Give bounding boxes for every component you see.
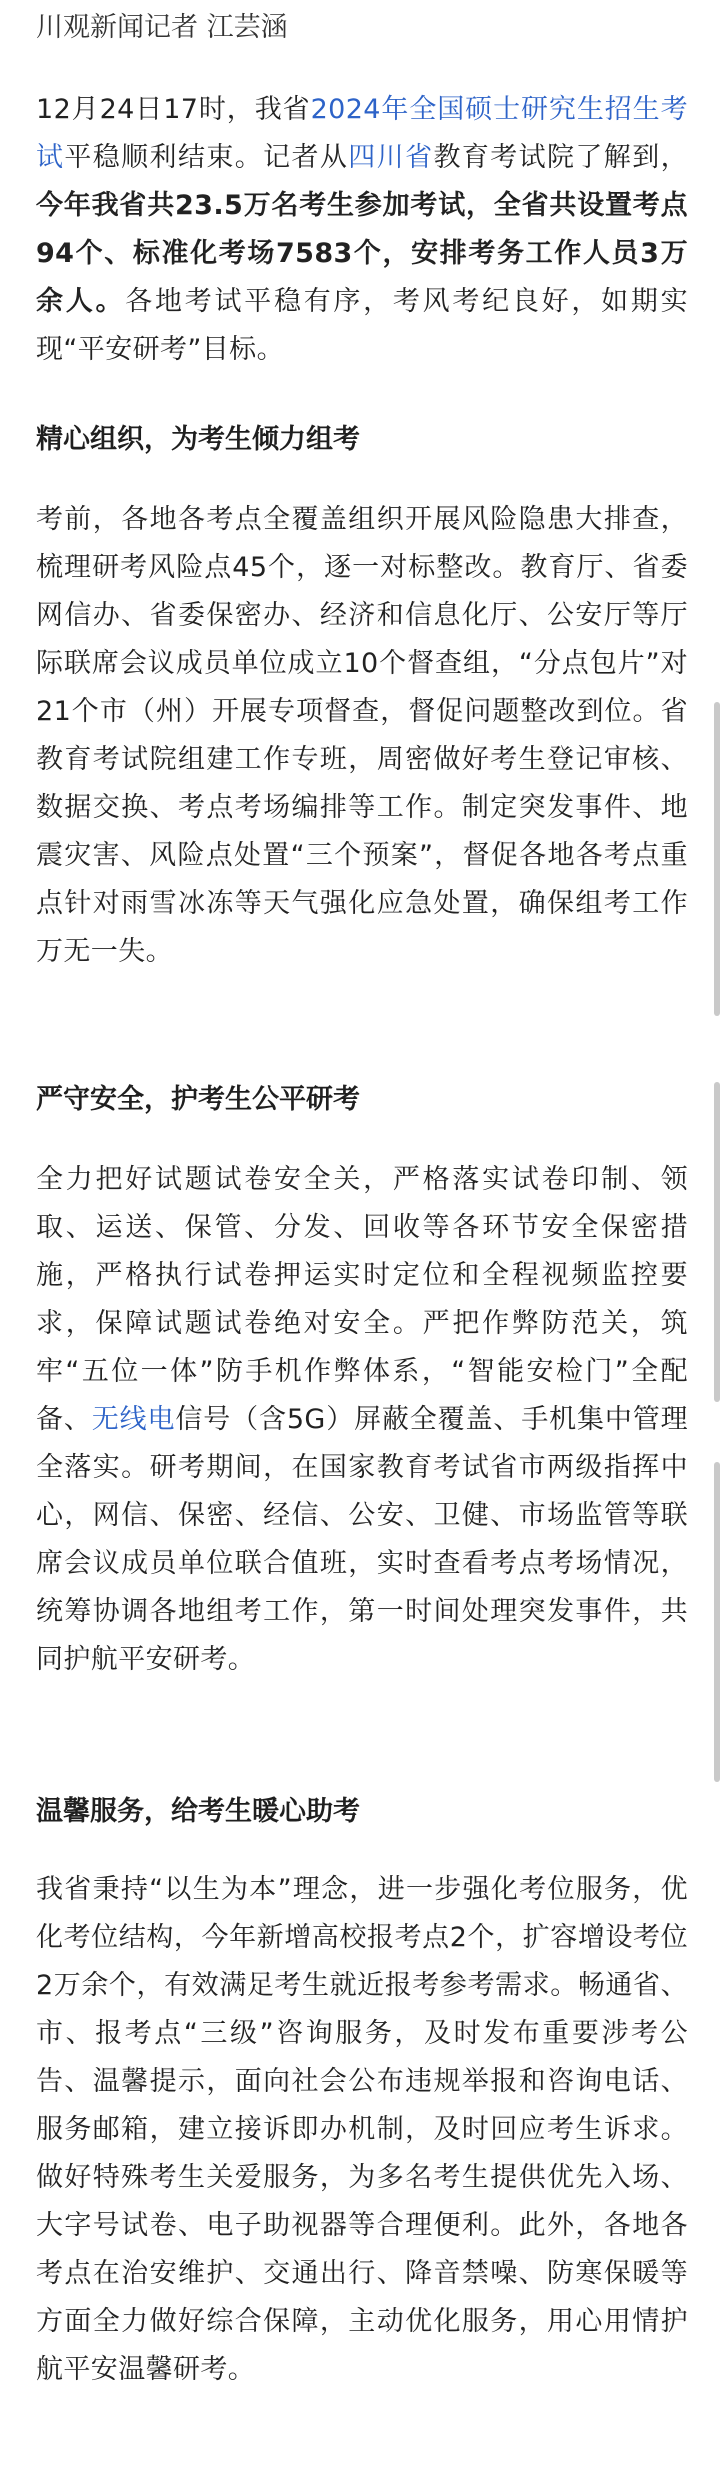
section-heading-service: 温馨服务，给考生暖心助考 [36,1796,360,1827]
scroll-indicator[interactable] [714,702,720,1016]
scroll-indicator[interactable] [714,1082,720,1402]
section-heading-safety: 严守安全，护考生公平研考 [36,1084,360,1115]
radio-link[interactable]: 无线电 [91,1404,176,1435]
intro-bold-stats: 今年我省共23.5万名考生参加考试，全省共设置考点94个、标准化考场7583个，安排考务工作人员3万余人。 [36,190,688,317]
intro-text-3: 教育考试院了解到， [433,142,688,173]
safety-text-2: 信号（含5G）屏蔽全覆盖、手机集中管理全落实。研考期间，在国家教育考试省市两级指挥中心，网信、保密、经信、公安、卫健、市场监管等联席会议成员单位联合值班，实时查看考点考场情况，统筹协调各地组考工作，第一时间处理突发事件，共同护航平安研考。 [36,1404,689,1675]
intro-text-4: 各地考试平稳有序，考风考纪良好，如期实现“平安研考”目标。 [36,286,688,365]
exam-link[interactable]: 2024年全国硕士研究生招生考试 [36,94,688,173]
intro-text-1: 12月24日17时，我省 [36,94,311,125]
section-body-service: 我省秉持“以生为本”理念，进一步强化考位服务，优化考位结构，今年新增高校报考点2个，扩容增设考位2万余个，有效满足考生就近报考参考需求。畅通省、市、报考点“三级”咨询服务，及时发布重要涉考公告、温馨提示，面向社会公布违规举报和咨询电话、服务邮箱，建立接诉即办机制，及时回应考生诉求。做好特殊考生关爱服务，为多名考生提供优先入场、大字号试卷、电子助视器等合理便利。此外，各地各考点在治安维护、交通出行、降音禁噪、防寒保暖等方面全力做好综合保障，主动优化服务，用心用情护航平安温馨研考。 [36,1874,688,2385]
byline: 川观新闻记者 江芸涵 [36,12,288,43]
scroll-indicator[interactable] [714,1462,720,1782]
safety-text-1: 全力把好试题试卷安全关，严格落实试卷印制、领取、运送、保管、分发、回收等各环节安全保密措施，严格执行试卷押运实时定位和全程视频监控要求，保障试题试卷绝对安全。严把作弊防范关，筑牢“五位一体”防手机作弊体系，“智能安检门”全配备、 [36,1164,688,1435]
section-heading-organize: 精心组织，为考生倾力组考 [36,424,360,455]
intro-text-2: 平稳顺利结束。记者从 [64,142,349,173]
section-body-organize: 考前，各地各考点全覆盖组织开展风险隐患大排查，梳理研考风险点45个，逐一对标整改。教育厅、省委网信办、省委保密办、经济和信息化厅、公安厅等厅际联席会议成员单位成立10个督查组，“分点包片”对21个市（州）开展专项督查，督促问题整改到位。省教育考试院组建工作专班，周密做好考生登记审核、数据交换、考点考场编排等工作。制定突发事件、地震灾害、风险点处置“三个预案”，督促各地各考点重点针对雨雪冰冻等天气强化应急处置，确保组考工作万无一失。 [36,504,688,967]
sichuan-link[interactable]: 四川省 [348,142,434,173]
intro-paragraph [36,86,688,374]
section-body-safety [36,1156,688,1684]
